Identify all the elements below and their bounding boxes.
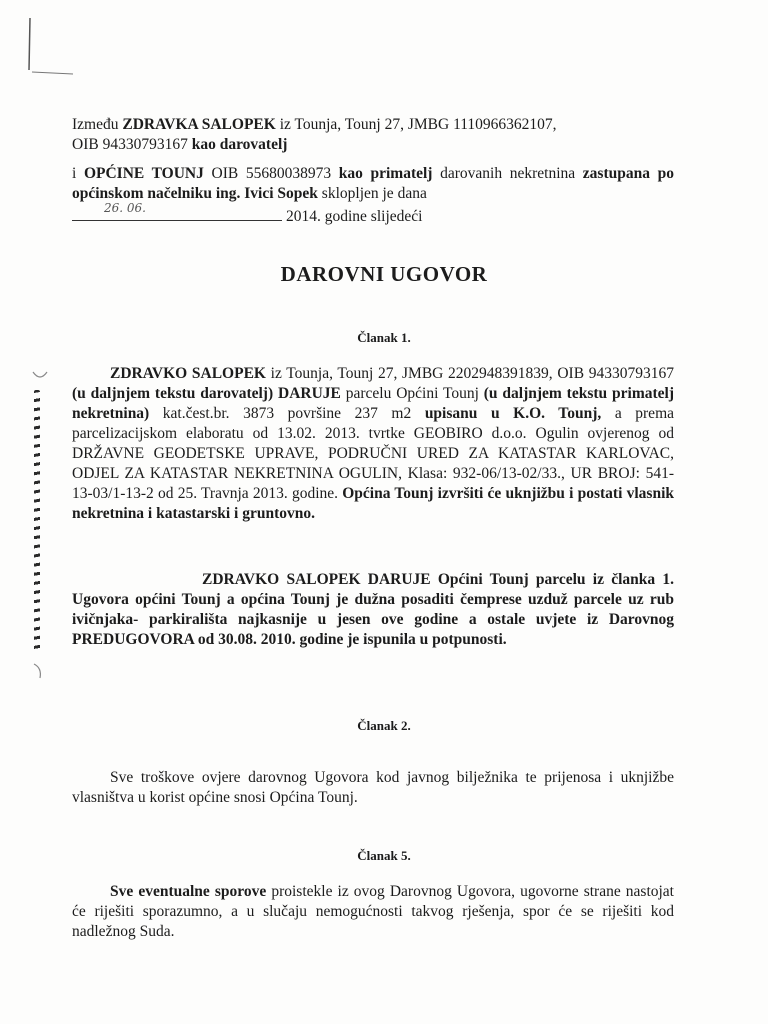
article-text: DARUJE Općini Tounj parcelu iz članka 1. Ugovora općini Tounj a općina Tounj je dužna posaditi čemprese uzduž parcele uz rub ivičnjaka- parkirališta najkasnije u jesen ove godine a ostale uvjete iz Darovnog PREDUGOVORA od 30.08. 2010. godine je ispunila u potpunosti. — [72, 571, 674, 648]
donor-name: ZDRAVKA SALOPEK — [122, 116, 276, 133]
date-field — [72, 201, 282, 221]
pen-mark — [18, 14, 78, 84]
article-2-heading: Članak 2. — [357, 718, 411, 733]
article-5-paragraph — [72, 882, 674, 942]
parties-recipient — [72, 164, 674, 227]
registry-reference: upisanu u K.O. Tounj, — [424, 405, 602, 422]
recipient-name: OPĆINE TOUNJ — [83, 165, 204, 182]
article-1-paragraph-1 — [72, 364, 674, 524]
header-text: sklopljen je dana — [317, 185, 427, 202]
header-text: OIB 94330793167 — [72, 136, 192, 153]
article-text: a prema parcelizacijskom elaboratu od 13.02. 2013. tvrtke GEOBIRO d.o.o. Ogulin ovjerenog od DRŽAVNE GEODETSKE UPRAVE, PODRUČNI URED ZA KATASTAR KARLOVAC, ODJEL ZA KATASTAR NEKRETNINA OGULIN, Klasa: 932-06/13-02/33., UR BROJ: 541-13-03/1-13-2 od 25. Travnja 2013. godine. — [72, 405, 674, 502]
header-text: darovanih nekretnina — [432, 165, 583, 182]
donor-definition: (u daljnjem tekstu darovatelj) — [72, 385, 274, 402]
donor-role: kao darovatelj — [191, 136, 288, 153]
article-1-heading: Članak 1. — [357, 330, 411, 345]
article-text: iz Tounja, Tounj 27, JMBG 2202948391839, OIB 94330793167 — [265, 365, 674, 382]
document-title: DAROVNI UGOVOR — [280, 262, 488, 286]
article-5-heading: Članak 5. — [357, 848, 411, 863]
header-text: OIB 55680038973 — [203, 165, 339, 182]
daruje-label: DARUJE — [278, 385, 341, 402]
article-text: parcelu Općini Tounj — [340, 385, 484, 402]
article-1-paragraph-2 — [72, 570, 674, 650]
registration-clause: Općina Tounj izvršiti će uknjižbu i postati vlasnik nekretnina i katastarski i gruntovno. — [72, 485, 674, 522]
header-text: Između — [72, 116, 123, 133]
article-text: proistekle iz ovog Darovnog Ugovora, ugovorne strane nastojat će riješiti sporazumno, a u slučaju nemogućnosti takvog rješenja, spor će se riješiti kod nadležnog Suda. — [72, 883, 674, 940]
header-text: i — [72, 165, 84, 182]
hole-punch-mark — [30, 366, 50, 386]
recipient-definition: (u daljnjem tekstu primatelj nekretnina) — [72, 385, 674, 422]
article-2-paragraph: Sve troškove ovjere darovnog Ugovora kod javnog bilježnika te prijenosa i uknjižbe vlasništva u korist općine snosi Općina Tounj. — [72, 769, 674, 806]
disputes-label: Sve eventualne sporove — [110, 883, 267, 900]
article-text: kat.čest.br. 3873 površine 237 m2 — [149, 405, 425, 422]
header-text: 2014. godine slijedeći — [286, 208, 423, 225]
representative: zastupana po općinskom načelniku ing. Ivici Sopek — [72, 165, 674, 202]
donor-name: ZDRAVKO SALOPEK — [110, 365, 266, 382]
recipient-role: kao primatelj — [338, 165, 433, 182]
header-text: iz Tounja, Tounj 27, JMBG 1110966362107, — [275, 116, 557, 133]
donor-name: ZDRAVKO SALOPEK — [202, 571, 361, 588]
binding-marks — [34, 390, 40, 652]
parties-donor — [72, 115, 674, 155]
hole-punch-mark — [30, 660, 50, 682]
handwritten-date: 26. 06. — [104, 201, 146, 215]
